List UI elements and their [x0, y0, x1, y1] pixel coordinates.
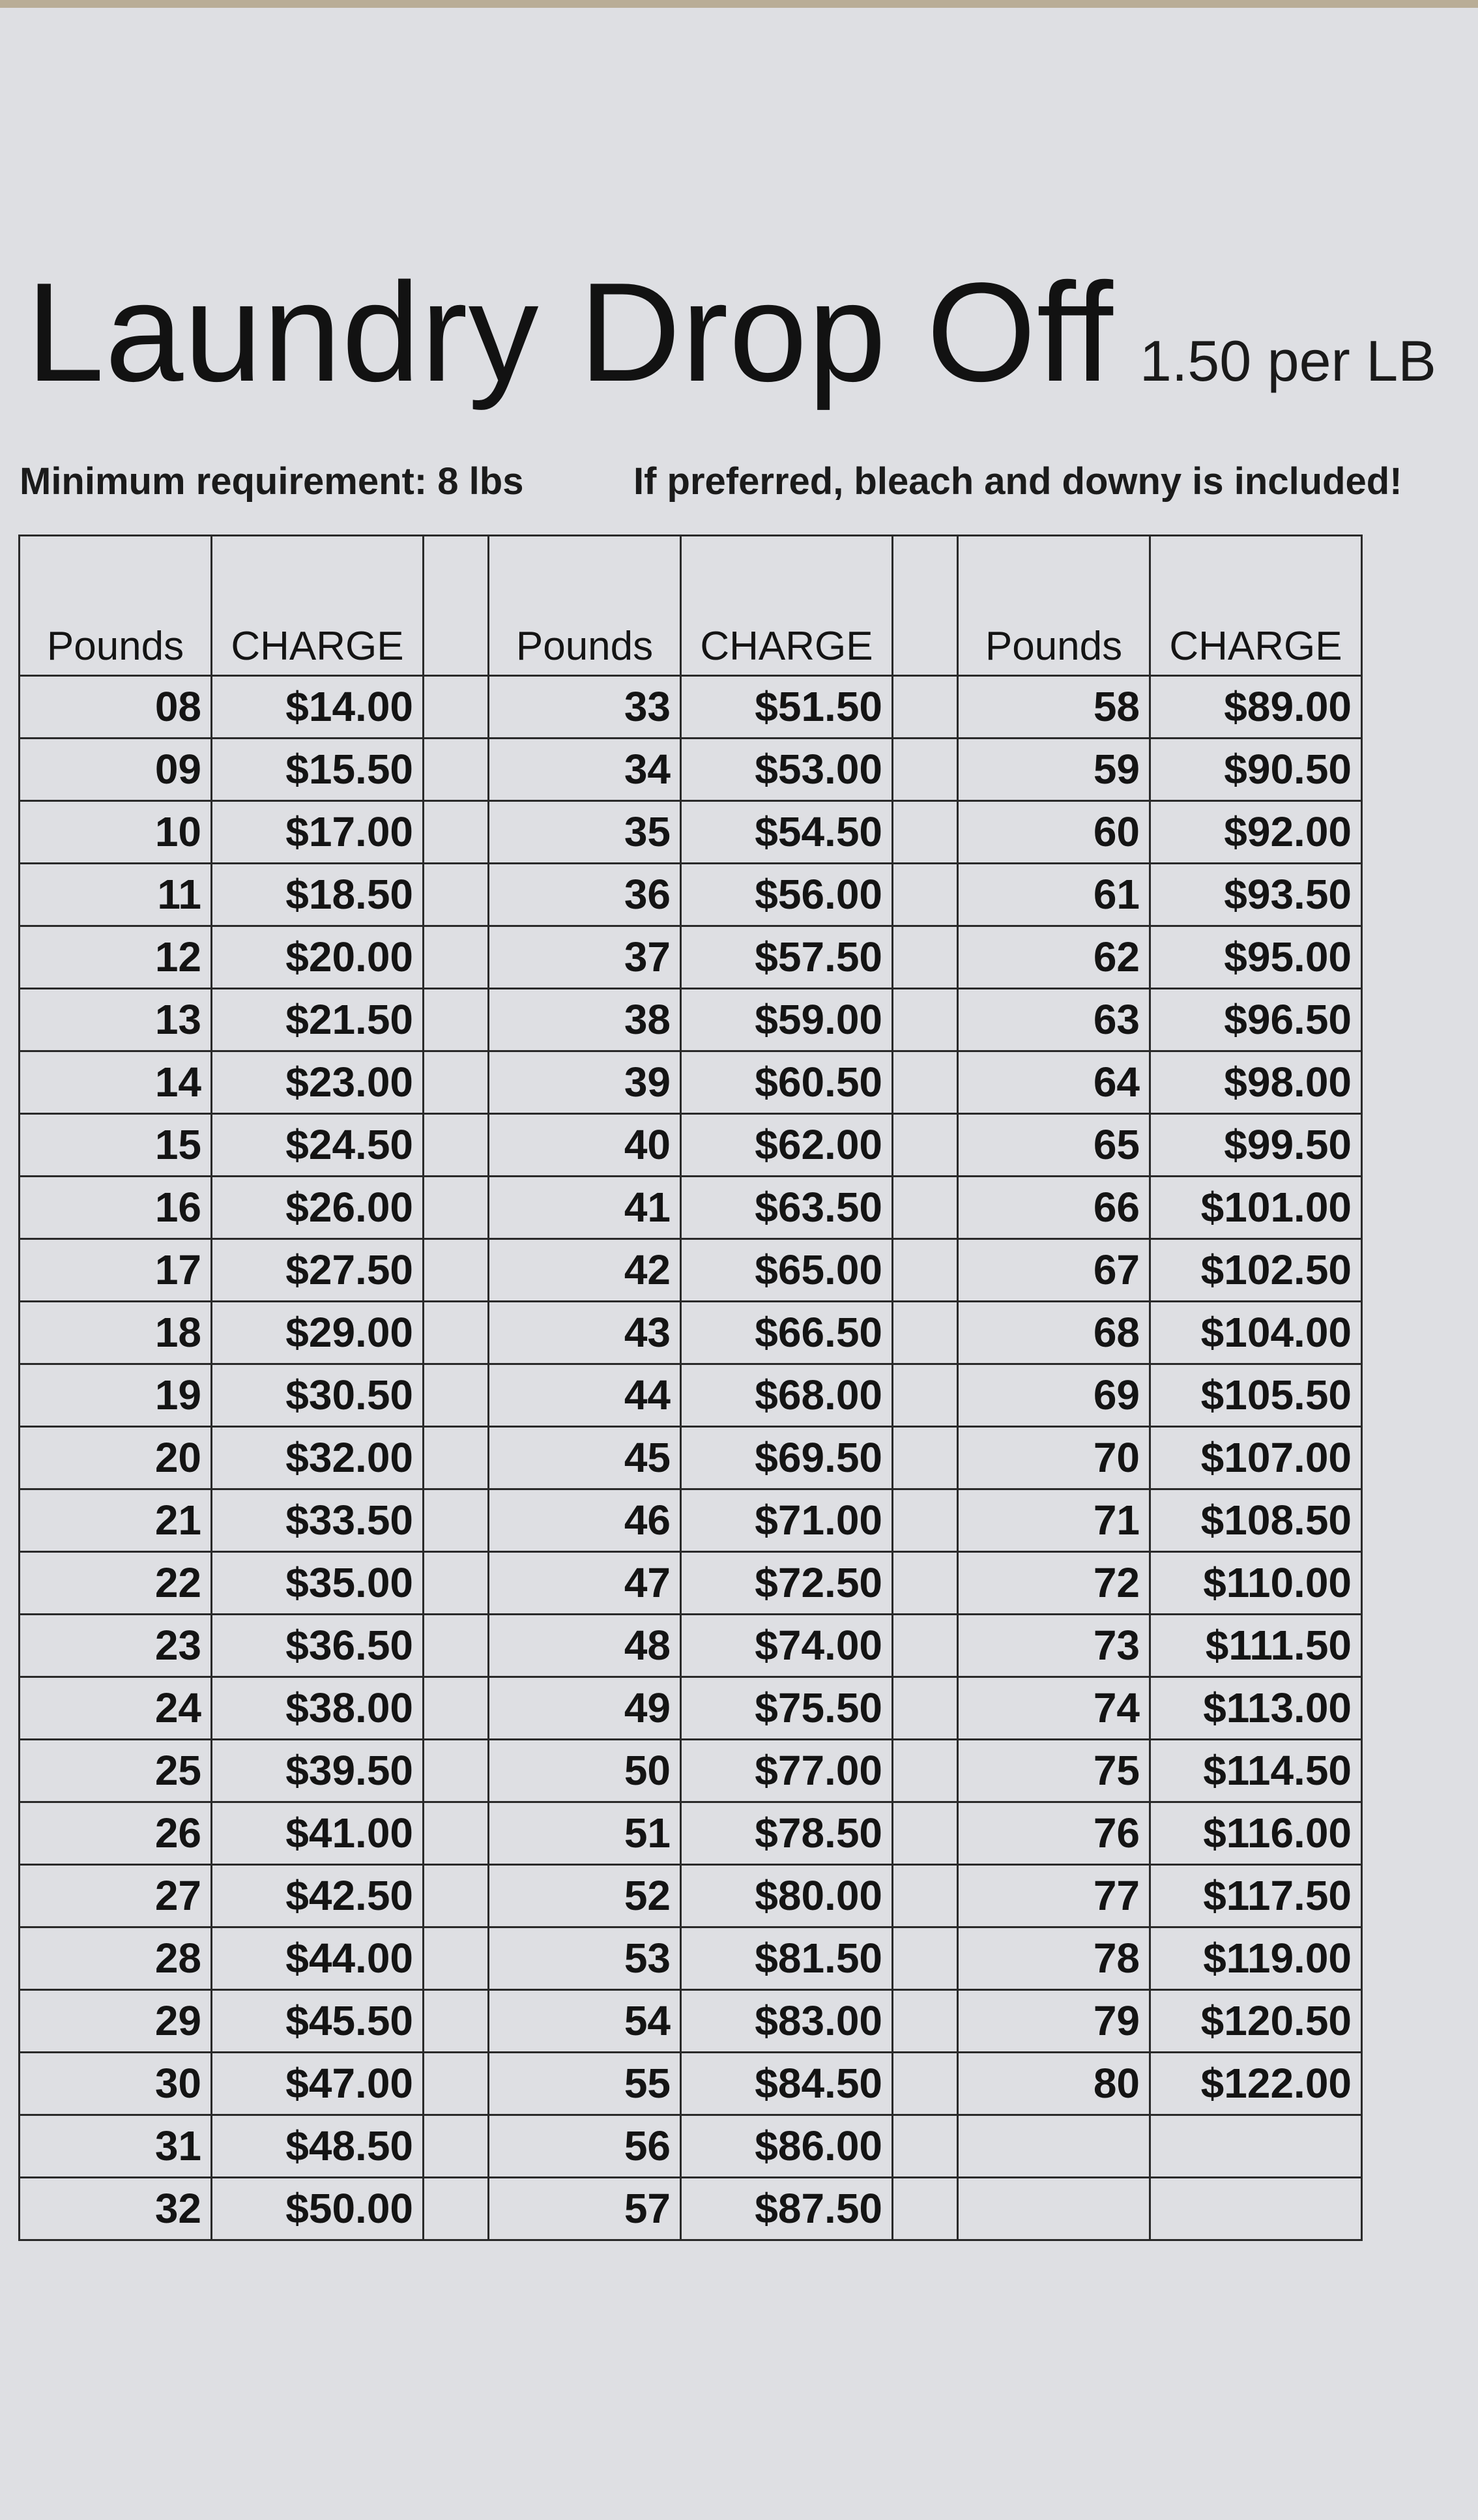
pounds-cell: 22	[20, 1552, 212, 1615]
column-spacer	[424, 1990, 489, 2053]
column-spacer	[424, 1677, 489, 1740]
column-spacer	[893, 2053, 958, 2115]
column-spacer	[424, 1615, 489, 1677]
pounds-cell: 69	[958, 1364, 1150, 1427]
table-row	[20, 2115, 1362, 2178]
pounds-cell: 12	[20, 926, 212, 989]
charge-cell: $113.00	[1150, 1677, 1362, 1740]
column-spacer	[424, 926, 489, 989]
charge-cell: $89.00	[1150, 676, 1362, 739]
charge-cell: $69.50	[681, 1427, 893, 1489]
pounds-cell: 14	[20, 1051, 212, 1114]
price-per-pound: 1.50 per LB	[1139, 329, 1436, 393]
pounds-cell: 28	[20, 1927, 212, 1990]
pounds-cell	[958, 2178, 1150, 2240]
charge-cell: $117.50	[1150, 1865, 1362, 1927]
bleach-downy-note: If preferred, bleach and downy is included!	[633, 460, 1402, 503]
charge-cell: $78.50	[681, 1802, 893, 1865]
charge-cell: $95.00	[1150, 926, 1362, 989]
charge-cell: $33.50	[212, 1489, 424, 1552]
column-spacer	[893, 1114, 958, 1177]
pounds-cell: 74	[958, 1677, 1150, 1740]
pounds-cell: 35	[489, 801, 681, 864]
column-spacer	[893, 926, 958, 989]
pounds-cell: 44	[489, 1364, 681, 1427]
pounds-cell: 33	[489, 676, 681, 739]
charge-cell: $120.50	[1150, 1990, 1362, 2053]
charge-cell: $56.00	[681, 864, 893, 926]
column-spacer	[424, 801, 489, 864]
table-row	[20, 1990, 1362, 2053]
column-spacer	[424, 2053, 489, 2115]
charge-cell: $71.00	[681, 1489, 893, 1552]
charge-cell: $36.50	[212, 1615, 424, 1677]
pounds-cell: 71	[958, 1489, 1150, 1552]
table-header-row	[20, 536, 1362, 676]
charge-cell: $116.00	[1150, 1802, 1362, 1865]
column-spacer	[893, 1239, 958, 1302]
charge-header: CHARGE	[212, 536, 424, 676]
charge-cell: $48.50	[212, 2115, 424, 2178]
column-spacer	[893, 1302, 958, 1364]
column-spacer	[893, 2115, 958, 2178]
charge-cell: $81.50	[681, 1927, 893, 1990]
pounds-cell: 48	[489, 1615, 681, 1677]
column-spacer	[424, 1364, 489, 1427]
pounds-cell: 42	[489, 1239, 681, 1302]
column-spacer	[424, 1114, 489, 1177]
pounds-cell: 64	[958, 1051, 1150, 1114]
pounds-header: Pounds	[489, 536, 681, 676]
column-spacer	[893, 1427, 958, 1489]
charge-cell: $27.50	[212, 1239, 424, 1302]
charge-cell: $74.00	[681, 1615, 893, 1677]
column-spacer	[424, 989, 489, 1051]
pounds-cell: 41	[489, 1177, 681, 1239]
table-row	[20, 1615, 1362, 1677]
pounds-cell	[958, 2115, 1150, 2178]
charge-cell: $104.00	[1150, 1302, 1362, 1364]
pounds-cell: 50	[489, 1740, 681, 1802]
charge-cell: $24.50	[212, 1114, 424, 1177]
table-row	[20, 1927, 1362, 1990]
table-row	[20, 1677, 1362, 1740]
table-row	[20, 1489, 1362, 1552]
pounds-cell: 77	[958, 1865, 1150, 1927]
pounds-cell: 30	[20, 2053, 212, 2115]
charge-cell: $45.50	[212, 1990, 424, 2053]
charge-cell: $14.00	[212, 676, 424, 739]
pounds-cell: 15	[20, 1114, 212, 1177]
pounds-cell: 67	[958, 1239, 1150, 1302]
pounds-cell: 11	[20, 864, 212, 926]
table-row	[20, 1051, 1362, 1114]
column-spacer	[893, 676, 958, 739]
charge-cell: $98.00	[1150, 1051, 1362, 1114]
pounds-cell: 40	[489, 1114, 681, 1177]
table-row	[20, 2178, 1362, 2240]
column-spacer	[424, 676, 489, 739]
charge-cell: $122.00	[1150, 2053, 1362, 2115]
column-spacer	[424, 1427, 489, 1489]
pounds-header: Pounds	[20, 536, 212, 676]
pounds-cell: 27	[20, 1865, 212, 1927]
charge-cell: $83.00	[681, 1990, 893, 2053]
charge-cell: $51.50	[681, 676, 893, 739]
charge-cell: $63.50	[681, 1177, 893, 1239]
column-spacer	[424, 1927, 489, 1990]
column-spacer	[893, 1364, 958, 1427]
column-spacer	[893, 1740, 958, 1802]
charge-cell: $23.00	[212, 1051, 424, 1114]
column-spacer	[424, 536, 489, 676]
column-spacer	[893, 864, 958, 926]
column-spacer	[424, 1740, 489, 1802]
pounds-cell: 38	[489, 989, 681, 1051]
charge-cell: $50.00	[212, 2178, 424, 2240]
column-spacer	[893, 1677, 958, 1740]
pounds-cell: 61	[958, 864, 1150, 926]
pounds-cell: 73	[958, 1615, 1150, 1677]
charge-cell: $42.50	[212, 1865, 424, 1927]
charge-cell: $20.00	[212, 926, 424, 989]
charge-cell: $62.00	[681, 1114, 893, 1177]
pounds-cell: 63	[958, 989, 1150, 1051]
pounds-cell: 20	[20, 1427, 212, 1489]
column-spacer	[424, 1865, 489, 1927]
charge-cell: $54.50	[681, 801, 893, 864]
pounds-cell: 39	[489, 1051, 681, 1114]
table-row	[20, 676, 1362, 739]
price-table-grid	[18, 535, 1363, 2241]
charge-cell	[1150, 2178, 1362, 2240]
table-row	[20, 1552, 1362, 1615]
pounds-cell: 34	[489, 739, 681, 801]
table-row	[20, 1239, 1362, 1302]
charge-cell: $93.50	[1150, 864, 1362, 926]
table-row	[20, 926, 1362, 989]
charge-cell: $99.50	[1150, 1114, 1362, 1177]
pounds-cell: 13	[20, 989, 212, 1051]
charge-cell: $77.00	[681, 1740, 893, 1802]
charge-cell: $110.00	[1150, 1552, 1362, 1615]
charge-cell: $105.50	[1150, 1364, 1362, 1427]
column-spacer	[893, 1927, 958, 1990]
column-spacer	[893, 801, 958, 864]
pounds-cell: 53	[489, 1927, 681, 1990]
charge-cell: $86.00	[681, 2115, 893, 2178]
pounds-cell: 72	[958, 1552, 1150, 1615]
table-row	[20, 1177, 1362, 1239]
table-surface-edge	[0, 0, 1478, 8]
charge-cell: $80.00	[681, 1865, 893, 1927]
column-spacer	[424, 1302, 489, 1364]
charge-cell: $17.00	[212, 801, 424, 864]
price-table	[18, 535, 1361, 2277]
pounds-cell: 45	[489, 1427, 681, 1489]
column-spacer	[893, 1802, 958, 1865]
pounds-cell: 65	[958, 1114, 1150, 1177]
table-row	[20, 739, 1362, 801]
column-spacer	[424, 739, 489, 801]
pounds-cell: 51	[489, 1802, 681, 1865]
column-spacer	[424, 1552, 489, 1615]
charge-cell: $72.50	[681, 1552, 893, 1615]
column-spacer	[893, 1990, 958, 2053]
charge-cell: $26.00	[212, 1177, 424, 1239]
charge-cell: $119.00	[1150, 1927, 1362, 1990]
table-row	[20, 989, 1362, 1051]
pounds-cell: 66	[958, 1177, 1150, 1239]
charge-cell: $35.00	[212, 1552, 424, 1615]
charge-cell	[1150, 2115, 1362, 2178]
charge-cell: $29.00	[212, 1302, 424, 1364]
pounds-header: Pounds	[958, 536, 1150, 676]
pounds-cell: 52	[489, 1865, 681, 1927]
pounds-cell: 59	[958, 739, 1150, 801]
pounds-cell: 79	[958, 1990, 1150, 2053]
column-spacer	[424, 1802, 489, 1865]
title-row	[26, 251, 1436, 413]
table-row	[20, 1302, 1362, 1364]
charge-cell: $65.00	[681, 1239, 893, 1302]
column-spacer	[893, 2178, 958, 2240]
charge-cell: $114.50	[1150, 1740, 1362, 1802]
pounds-cell: 49	[489, 1677, 681, 1740]
minimum-requirement-note: Minimum requirement: 8 lbs	[20, 460, 524, 503]
charge-cell: $90.50	[1150, 739, 1362, 801]
pounds-cell: 21	[20, 1489, 212, 1552]
pounds-cell: 43	[489, 1302, 681, 1364]
charge-cell: $30.50	[212, 1364, 424, 1427]
charge-cell: $101.00	[1150, 1177, 1362, 1239]
table-row	[20, 1865, 1362, 1927]
charge-cell: $18.50	[212, 864, 424, 926]
column-spacer	[893, 1051, 958, 1114]
charge-cell: $66.50	[681, 1302, 893, 1364]
charge-cell: $87.50	[681, 2178, 893, 2240]
page-title: Laundry Drop Off	[26, 253, 1114, 411]
pounds-cell: 54	[489, 1990, 681, 2053]
pounds-cell: 25	[20, 1740, 212, 1802]
column-spacer	[893, 536, 958, 676]
charge-cell: $32.00	[212, 1427, 424, 1489]
table-row	[20, 801, 1362, 864]
pounds-cell: 16	[20, 1177, 212, 1239]
table-row	[20, 1740, 1362, 1802]
column-spacer	[893, 989, 958, 1051]
pounds-cell: 23	[20, 1615, 212, 1677]
pounds-cell: 17	[20, 1239, 212, 1302]
column-spacer	[424, 1489, 489, 1552]
charge-cell: $92.00	[1150, 801, 1362, 864]
charge-cell: $44.00	[212, 1927, 424, 1990]
column-spacer	[893, 1865, 958, 1927]
table-row	[20, 1427, 1362, 1489]
pounds-cell: 76	[958, 1802, 1150, 1865]
charge-cell: $59.00	[681, 989, 893, 1051]
pounds-cell: 26	[20, 1802, 212, 1865]
charge-header: CHARGE	[1150, 536, 1362, 676]
table-row	[20, 864, 1362, 926]
charge-cell: $68.00	[681, 1364, 893, 1427]
column-spacer	[424, 1051, 489, 1114]
charge-cell: $21.50	[212, 989, 424, 1051]
column-spacer	[893, 1615, 958, 1677]
column-spacer	[893, 739, 958, 801]
charge-cell: $60.50	[681, 1051, 893, 1114]
pounds-cell: 62	[958, 926, 1150, 989]
charge-cell: $38.00	[212, 1677, 424, 1740]
column-spacer	[424, 2178, 489, 2240]
pounds-cell: 31	[20, 2115, 212, 2178]
pounds-cell: 08	[20, 676, 212, 739]
table-row	[20, 1114, 1362, 1177]
charge-cell: $111.50	[1150, 1615, 1362, 1677]
charge-cell: $107.00	[1150, 1427, 1362, 1489]
pounds-cell: 19	[20, 1364, 212, 1427]
pounds-cell: 47	[489, 1552, 681, 1615]
charge-cell: $75.50	[681, 1677, 893, 1740]
pounds-cell: 57	[489, 2178, 681, 2240]
charge-cell: $102.50	[1150, 1239, 1362, 1302]
pounds-cell: 56	[489, 2115, 681, 2178]
pounds-cell: 68	[958, 1302, 1150, 1364]
pounds-cell: 60	[958, 801, 1150, 864]
pounds-cell: 32	[20, 2178, 212, 2240]
charge-cell: $41.00	[212, 1802, 424, 1865]
charge-cell: $53.00	[681, 739, 893, 801]
charge-cell: $84.50	[681, 2053, 893, 2115]
table-row	[20, 1802, 1362, 1865]
column-spacer	[424, 2115, 489, 2178]
charge-header: CHARGE	[681, 536, 893, 676]
pounds-cell: 24	[20, 1677, 212, 1740]
column-spacer	[424, 864, 489, 926]
column-spacer	[893, 1489, 958, 1552]
pounds-cell: 55	[489, 2053, 681, 2115]
pounds-cell: 46	[489, 1489, 681, 1552]
pounds-cell: 75	[958, 1740, 1150, 1802]
charge-cell: $47.00	[212, 2053, 424, 2115]
column-spacer	[893, 1552, 958, 1615]
charge-cell: $15.50	[212, 739, 424, 801]
column-spacer	[424, 1239, 489, 1302]
pounds-cell: 80	[958, 2053, 1150, 2115]
pounds-cell: 36	[489, 864, 681, 926]
charge-cell: $39.50	[212, 1740, 424, 1802]
table-row	[20, 1364, 1362, 1427]
charge-cell: $96.50	[1150, 989, 1362, 1051]
column-spacer	[893, 1177, 958, 1239]
pounds-cell: 37	[489, 926, 681, 989]
pounds-cell: 10	[20, 801, 212, 864]
table-row	[20, 2053, 1362, 2115]
pounds-cell: 29	[20, 1990, 212, 2053]
charge-cell: $57.50	[681, 926, 893, 989]
charge-cell: $108.50	[1150, 1489, 1362, 1552]
column-spacer	[424, 1177, 489, 1239]
pounds-cell: 58	[958, 676, 1150, 739]
pounds-cell: 70	[958, 1427, 1150, 1489]
pounds-cell: 78	[958, 1927, 1150, 1990]
pounds-cell: 09	[20, 739, 212, 801]
pounds-cell: 18	[20, 1302, 212, 1364]
